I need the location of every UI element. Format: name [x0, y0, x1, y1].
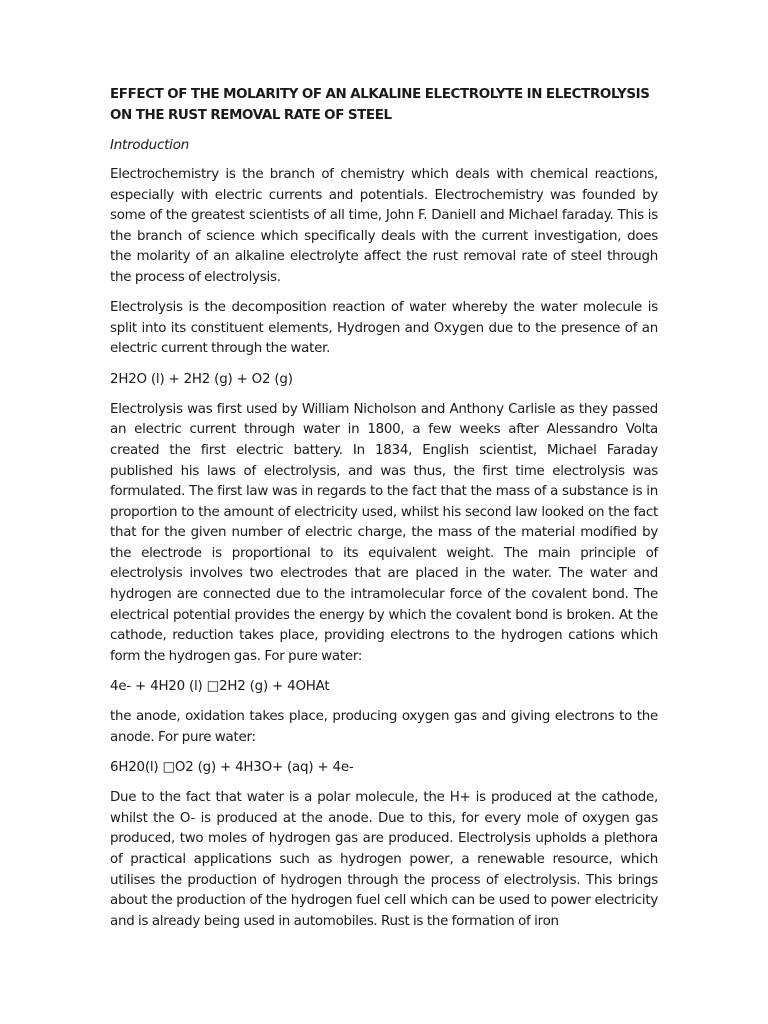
equation-water-decomposition: 2H2O (l) + 2H2 (g) + O2 (g)	[110, 371, 293, 387]
document-title: EFFECT OF THE MOLARITY OF AN ALKALINE ELECTROLYTE IN ELECTROLYSIS ON THE RUST REMOVAL RATE OF STEEL	[110, 87, 650, 123]
paragraph-electrolysis-definition: Electrolysis is the decomposition reaction of water whereby the water molecule is split into its constituent elements, Hydrogen and Oxygen due to the presence of an electric current through the water.	[110, 300, 658, 357]
equation-cathode-reaction: 4e- + 4H20 (l) □2H2 (g) + 4OHAt	[110, 679, 330, 695]
document-page	[110, 84, 658, 942]
paragraph-electrolysis-history: Electrolysis was first used by William Nicholson and Anthony Carlisle as they passed an electric current through water in 1800, a few weeks after Alessandro Volta created the first electric battery. In 1834, English scientist, Michael Faraday published his laws of electrolysis, and was thus, the first time electrolysis was formulated. The first law was in regards to the fact that the mass of a substance is in proportion to the amount of electricity used, whilst his second law looked on the fact that for the given number of electric charge, the mass of the material modified by the electrode is proportional to its equivalent weight. The main principle of electrolysis involves two electrodes that are placed in the water. The water and hydrogen are connected due to the intramolecular force of the covalent bond. The electrical potential provides the energy by which the covalent bond is broken. At the cathode, reduction takes place, providing electrons to the hydrogen cations which form the hydrogen gas. For pure water:	[110, 401, 658, 664]
section-heading-introduction: Introduction	[110, 138, 189, 153]
paragraph-anode: the anode, oxidation takes place, producing oxygen gas and giving electrons to the anode. For pure water:	[110, 709, 658, 745]
paragraph-electrochemistry: Electrochemistry is the branch of chemistry which deals with chemical reactions, especially with electric currents and potentials. Electrochemistry was founded by some of the greatest scientists of all time, John F. Daniell and Michael faraday. This is the branch of science which specifically deals with the current investigation, does the molarity of an alkaline electrolyte affect the rust removal rate of steel through the process of electrolysis.	[110, 167, 658, 285]
equation-anode-reaction: 6H20(l) □O2 (g) + 4H3O+ (aq) + 4e-	[110, 760, 354, 775]
paragraph-polar-molecule: Due to the fact that water is a polar molecule, the H+ is produced at the cathode, whilst the O- is produced at the anode. Due to this, for every mole of oxygen gas produced, two moles of hydrogen gas are produced. Electrolysis upholds a plethora of practical applications such as hydrogen power, a renewable resource, which utilises the production of hydrogen through the process of electrolysis. This brings about the production of the hydrogen fuel cell which can be used to power electricity and is already being used in automobiles. Rust is the formation of iron	[110, 790, 658, 929]
